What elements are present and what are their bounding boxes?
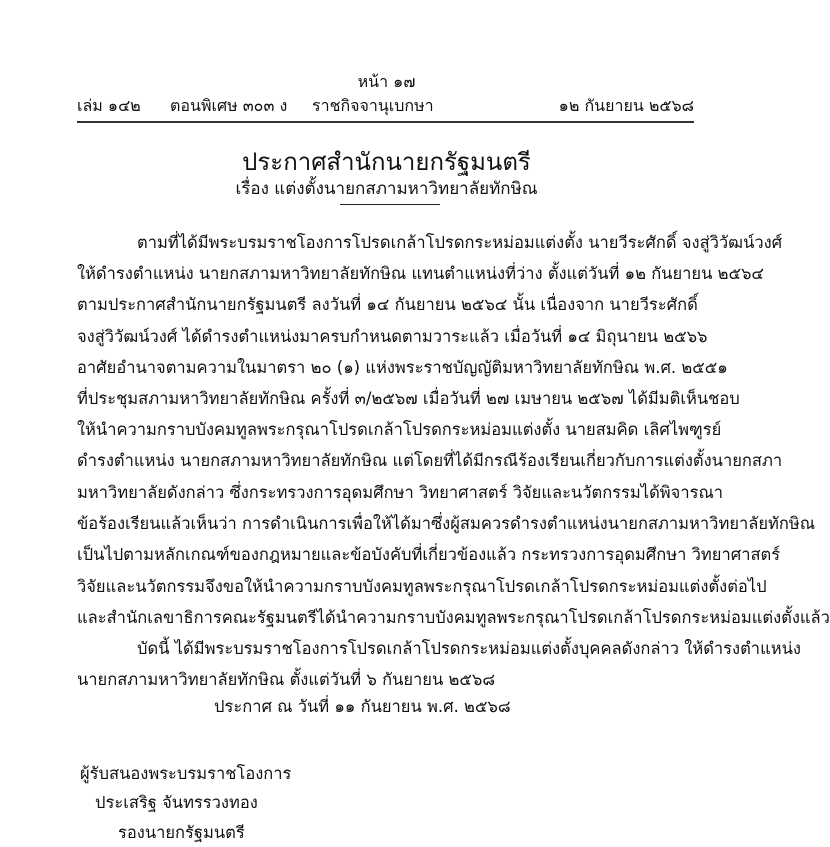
title-divider — [340, 204, 440, 205]
document-title: ประกาศสำนักนายกรัฐมนตรี — [242, 148, 531, 176]
announcement-date: ประกาศ ณ วันที่ ๑๑ กันยายน พ.ศ. ๒๕๖๘ — [214, 697, 511, 716]
body-line: เป็นไปตามหลักเกณฑ์ของกฎหมายและข้อบังคับที่เกี่ยวข้องแล้ว กระทรวงการอุดมศึกษา วิทยาศาสตร์ — [77, 545, 781, 564]
volume: เล่ม ๑๔๒ — [77, 96, 141, 115]
body-line: ดำรงตำแหน่ง นายกสภามหาวิทยาลัยทักษิณ แต่โดยที่ได้มีกรณีร้องเรียนเกี่ยวกับการแต่งตั้งนายกสภา — [77, 451, 783, 470]
body-line: ให้ดำรงตำแหน่ง นายกสภามหาวิทยาลัยทักษิณ แทนตำแหน่งที่ว่าง ตั้งแต่วันที่ ๑๒ กันยายน ๒๕๖๔ — [77, 264, 764, 283]
document-subject: เรื่อง แต่งตั้งนายกสภามหาวิทยาลัยทักษิณ — [235, 179, 538, 199]
body-line: จงสู่วิวัฒน์วงศ์ ได้ดำรงตำแหน่งมาครบกำหนดตามวาระแล้ว เมื่อวันที่ ๑๔ มิถุนายน ๒๕๖๖ — [77, 327, 708, 346]
body-line: ให้นำความกราบบังคมทูลพระกรุณาโปรดเกล้าโปรดกระหม่อมแต่งตั้ง นายสมคิด เลิศไพฑูรย์ — [77, 420, 722, 439]
header-divider — [77, 121, 694, 123]
body-line: วิจัยและนวัตกรรมจึงขอให้นำความกราบบังคมทูลพระกรุณาโปรดเกล้าโปรดกระหม่อมแต่งตั้งต่อไป — [77, 577, 767, 596]
page-number: หน้า ๑๗ — [357, 72, 416, 91]
body-line: ตามประกาศสำนักนายกรัฐมนตรี ลงวันที่ ๑๔ กันยายน ๒๕๖๔ นั้น เนื่องจาก นายวีระศักดิ์ — [77, 295, 698, 314]
countersign-label: ผู้รับสนองพระบรมราชโองการ — [80, 764, 292, 783]
body-line: และสำนักเลขาธิการคณะรัฐมนตรีได้นำความกราบบังคมทูลพระกรุณาโปรดเกล้าโปรดกระหม่อมแต่งตั้งแล้ว — [77, 608, 830, 627]
body-line: อาศัยอำนาจตามความในมาตรา ๒๐ (๑) แห่งพระราชบัญญัติมหาวิทยาลัยทักษิณ พ.ศ. ๒๕๕๑ — [77, 358, 728, 377]
body-line: มหาวิทยาลัยดังกล่าว ซึ่งกระทรวงการอุดมศึกษา วิทยาศาสตร์ วิจัยและนวัตกรรมได้พิจารณา — [77, 483, 724, 502]
signatory-name: ประเสริฐ จันทรรวงทอง — [95, 793, 258, 812]
gazette-name: ราชกิจจานุเบกษา — [312, 96, 434, 115]
body-line: นายกสภามหาวิทยาลัยทักษิณ ตั้งแต่วันที่ ๖ กันยายน ๒๕๖๘ — [77, 670, 496, 689]
signatory-position: รองนายกรัฐมนตรี — [118, 823, 245, 842]
gazette-date: ๑๒ กันยายน ๒๕๖๘ — [558, 96, 694, 115]
body-line: ข้อร้องเรียนแล้วเห็นว่า การดำเนินการเพื่อให้ได้มาซึ่งผู้สมควรดำรงตำแหน่งนายกสภามหาวิทยาลัยทักษิณ — [77, 514, 816, 533]
body-line: ตามที่ได้มีพระบรมราชโองการโปรดเกล้าโปรดกระหม่อมแต่งตั้ง นายวีระศักดิ์ จงสู่วิวัฒน์วงศ์ — [137, 233, 783, 252]
body-line: บัดนี้ ได้มีพระบรมราชโองการโปรดเกล้าโปรดกระหม่อมแต่งตั้งบุคคลดังกล่าว ให้ดำรงตำแหน่ง — [137, 639, 801, 658]
section: ตอนพิเศษ ๓๐๓ ง — [170, 96, 288, 115]
body-line: ที่ประชุมสภามหาวิทยาลัยทักษิณ ครั้งที่ ๓/๒๕๖๗ เมื่อวันที่ ๒๗ เมษายน ๒๕๖๗ ได้มีมติเห็นชอบ — [77, 389, 740, 408]
